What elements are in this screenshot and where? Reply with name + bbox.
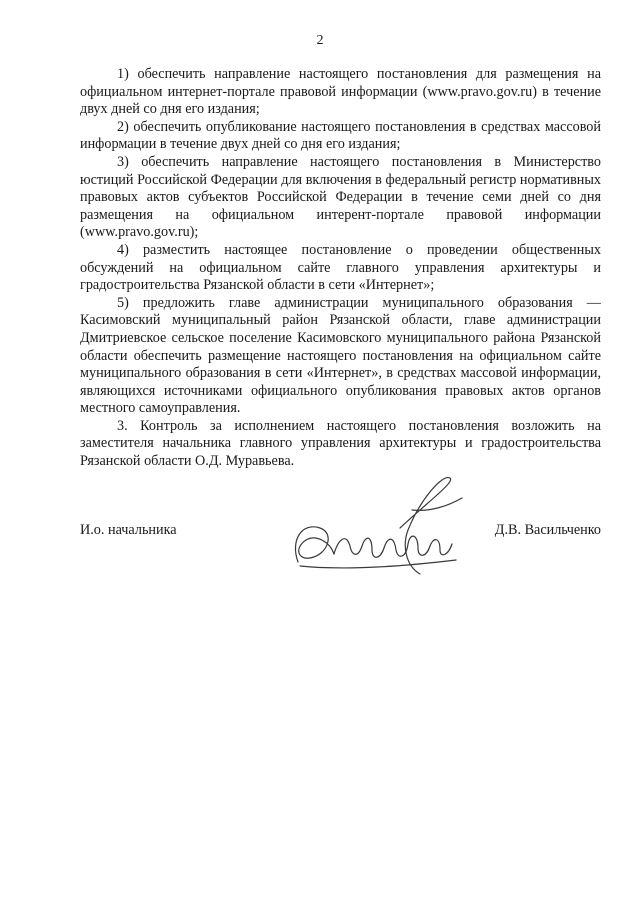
document-body	[80, 66, 601, 471]
handwritten-signature	[280, 470, 480, 590]
paragraph-item-5: 5) предложить главе администрации муниципального образования — Касимовский муниципальный район Рязанской области, главе администрации Дмитриевское сельское поселение Касимовского муниципального района Рязанской области обеспечить размещение настоящего постановления на официальном сайте муниципального образования в сети «Интернет», в средствах массовой информации, являющихся источниками официального опубликования правовых актов органов местного самоуправления.	[80, 294, 601, 417]
page-number: 2	[316, 33, 324, 48]
signatory-title: И.о. начальника	[80, 522, 177, 538]
paragraph-item-3: 3) обеспечить направление настоящего постановления в Министерство юстиций Российской Федерации для включения в федеральный регистр нормативных правовых актов субъектов Российской Федерации в течение семи дней со дня размещения на официальном интерент-портале правовой информации (www.pravo.gov.ru);	[80, 153, 601, 241]
paragraph-item-2: 2) обеспечить опубликование настоящего постановления в средствах массовой информации в течение двух дней со дня его издания;	[80, 118, 601, 153]
signatory-name: Д.В. Васильченко	[494, 522, 601, 538]
paragraph-item-4: 4) разместить настоящее постановление о проведении общественных обсуждений на официальном сайте главного управления архитектуры и градостроительства Рязанской области в сети «Интернет»;	[80, 241, 601, 294]
paragraph-control-clause: 3. Контроль за исполнением настоящего постановления возложить на заместителя начальника главного управления архитектуры и градостроительства Рязанской области О.Д. Муравьева.	[80, 417, 601, 470]
paragraph-item-1: 1) обеспечить направление настоящего постановления для размещения на официальном интернет-портале правовой информации (www.pravo.gov.ru) в течение двух дней со дня его издания;	[80, 66, 601, 118]
